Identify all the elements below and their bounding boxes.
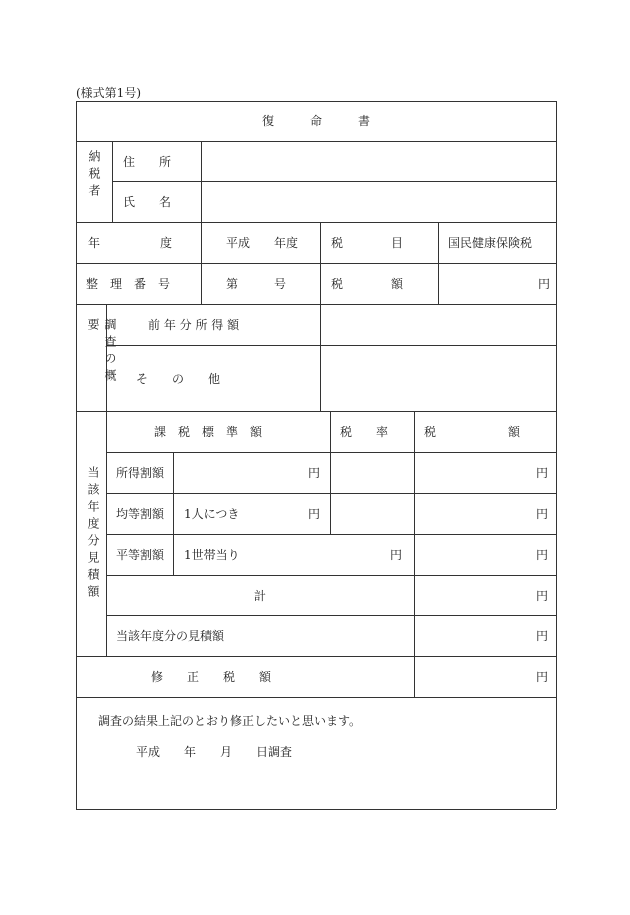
survey-group-label: 調査の概要 — [86, 318, 117, 386]
household-levy-unit: 円 — [389, 548, 402, 562]
total-label: 計 — [253, 589, 266, 603]
frame-left — [76, 101, 77, 809]
income-levy-label: 所得割額 — [116, 466, 165, 480]
per-capita-levy-label: 均等割額 — [116, 507, 165, 521]
address-field[interactable] — [202, 142, 556, 181]
ref-number-value[interactable]: 第 号 — [226, 277, 287, 291]
frame-right — [556, 101, 557, 809]
remarks-statement: 調査の結果上記のとおり修正したいと思います。 — [98, 714, 362, 728]
other-label: そ の 他 — [136, 372, 221, 386]
year-label: 年 度 — [88, 236, 173, 250]
rule — [76, 263, 556, 264]
year-value[interactable]: 平成 年度 — [226, 236, 299, 250]
standard-header: 課 税 標 準 額 — [154, 425, 263, 439]
household-levy-tax-unit: 円 — [535, 548, 548, 562]
income-levy-tax-unit: 円 — [535, 466, 548, 480]
frame-top — [76, 101, 556, 102]
corrected-tax-unit: 円 — [535, 670, 548, 684]
other-field[interactable] — [321, 346, 556, 411]
tax-item-label: 税 目 — [331, 236, 404, 250]
form-number: (様式第1号) — [76, 86, 141, 100]
rule — [106, 575, 556, 576]
rule — [320, 222, 321, 304]
rate-header: 税 率 — [340, 425, 389, 439]
rule — [112, 141, 113, 222]
rule — [106, 615, 556, 616]
rule — [76, 656, 556, 657]
corrected-tax-label: 修 正 税 額 — [151, 670, 272, 684]
rule — [76, 222, 556, 223]
rule — [414, 411, 415, 697]
total-unit: 円 — [535, 589, 548, 603]
address-label: 住 所 — [123, 155, 172, 169]
year-estimate-unit: 円 — [535, 629, 548, 643]
year-estimate-label: 当該年度分の見積額 — [116, 629, 225, 643]
per-capita-levy-value: 1人につき — [184, 507, 240, 521]
rule — [438, 222, 439, 304]
rule — [76, 697, 556, 698]
estimate-group-label: 当該年度分見積額 — [86, 466, 100, 602]
tax-amount-label: 税 額 — [331, 277, 404, 291]
per-capita-levy-unit: 円 — [307, 507, 320, 521]
name-field[interactable] — [202, 182, 556, 222]
per-capita-levy-tax-unit: 円 — [535, 507, 548, 521]
name-label: 氏 名 — [123, 195, 172, 209]
prev-income-field[interactable] — [321, 305, 556, 345]
form-title: 復 命 書 — [261, 114, 370, 128]
survey-date-line: 平成 年 月 日調査 — [136, 745, 293, 759]
household-levy-label: 平等割額 — [116, 548, 165, 562]
tax-item-value: 国民健康保険税 — [448, 236, 533, 250]
frame-bottom — [76, 809, 556, 810]
rule — [173, 452, 174, 575]
prev-income-label: 前 年 分 所 得 額 — [148, 318, 240, 332]
tax-amount-unit: 円 — [537, 277, 550, 291]
taxpayer-group-label: 納税者 — [87, 150, 101, 201]
rule — [76, 411, 556, 412]
income-levy-unit: 円 — [307, 466, 320, 480]
tax-header: 税 額 — [424, 425, 521, 439]
household-levy-value: 1世帯当り — [184, 548, 240, 562]
ref-number-label: 整 理 番 号 — [86, 277, 171, 291]
rule — [330, 411, 331, 534]
